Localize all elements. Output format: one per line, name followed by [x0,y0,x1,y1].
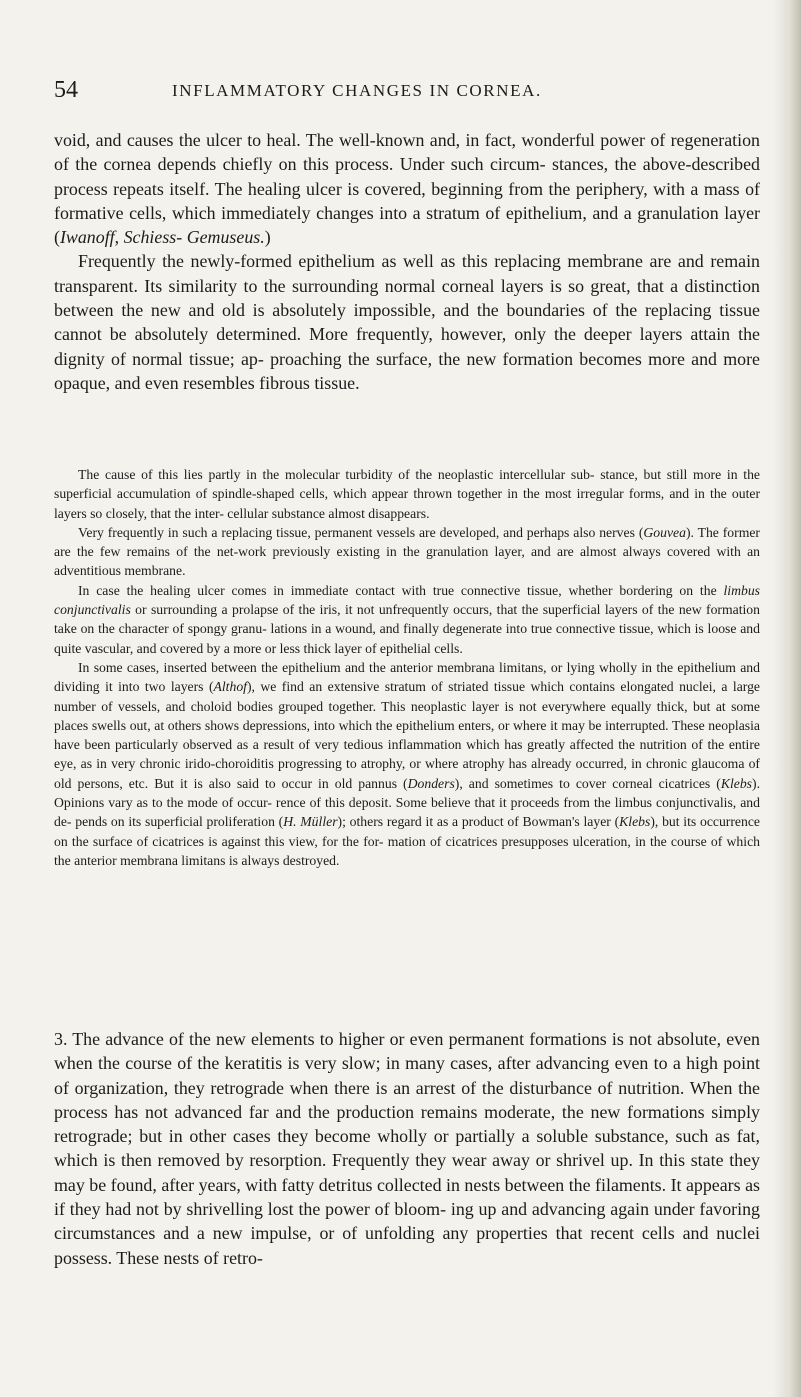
citation-althof: Althof [213,679,247,695]
citation-donders: Donders [407,775,455,791]
small-print-notes [54,465,760,870]
paragraph-1: void, and causes the ulcer to heal. The well-known and, in fact, wonderful power of regeneration of the cornea depends chiefly on this process. Under such circum- stances, the above-described process repeats itself. The healing ulcer is covered, beginning from the periphery, with a mass of formative cells, which immediately changes into a stratum of epithelium, and a granulation layer (Iwanoff, Schiess- Gemuseus.) [54,130,760,248]
note-2: Very frequently in such a replacing tissue, permanent vessels are developed, and perhaps also nerves (Gouvea). The former are the few remains of the net-work previously existing in the granulation layer, and are almost always covered with an adventitious membrane. [54,524,760,579]
running-head: INFLAMMATORY CHANGES IN CORNEA. [172,81,542,100]
citation-klebs-2: Klebs [619,814,651,830]
page-number: 54 [54,77,78,103]
paragraph-2: Frequently the newly-formed epithelium as well as this replacing membrane are and remain transparent. Its similarity to the surrounding normal corneal layers is so great, that a distinction between the new and old is absolutely impossible, and the boundaries of the replacing tissue cannot be absolutely determined. More frequently, however, only the deeper layers attain the dignity of normal tissue; ap- proaching the surface, the new formation becomes more and more opaque, and even resembles fibrous tissue. [54,251,760,393]
main-text-top [54,128,760,395]
citation-h-muller: H. Müller [283,814,338,830]
citation-iwanoff: Iwanoff [59,227,115,248]
main-text-bottom [54,1027,760,1270]
citation-gouvea: Gouvea [643,524,686,540]
page-header [54,76,760,104]
paragraph-3: 3. The advance of the new elements to higher or even permanent formations is not absolute, even when the course of the keratitis is very slow; in many cases, after advancing even to a high point of organization, they retrograde when there is an arrest of the disturbance of nutrition. When the process has not advanced far and the production remains moderate, the new formations simply retrograde; but in other cases they become wholly or partially a soluble substance, such as fat, which is then removed by resorption. Frequently they wear away or shrivel up. In this state they may be found, after years, with fatty detritus collected in nests between the filaments. It appears as if they had not by shrivelling lost the power of bloom- ing up and advancing again under favoring circumstances and a new impulse, or of unfolding any properties that recent cells and nuclei possess. These nests of retro- [54,1029,760,1268]
citation-schiess-gemuseus: Schiess- Gemuseus. [123,227,265,248]
note-3: In case the healing ulcer comes in immediate contact with true connective tissue, whether bordering on the limbus conjunctivalis or surrounding a prolapse of the iris, it not unfrequently occurs, that the superficial layers of the new formation take on the character of spongy granu- lations in a wound, and finally degenerate into true connective tissue, which is loose and quite vascular, and covered by a more or less thick layer of epithelial cells. [54,582,760,656]
citation-klebs-1: Klebs [720,775,753,791]
note-1: The cause of this lies partly in the molecular turbidity of the neoplastic intercellular sub- stance, but still more in the superficial accumulation of spindle-shaped cells, which appear thrown together in the most irregular forms, and in the outer layers so closely, that the inter- cellular substance almost disappears. [54,467,760,521]
term-limbus-conjunctivalis: limbus conjunctivalis [54,582,760,618]
note-4: In some cases, inserted between the epithelium and the anterior membrana limitans, or lying wholly in the epithelium and dividing it into two layers (Althof), we find an extensive stratum of striated tissue which contains elongated nuclei, a large number of vessels, and choloid bodies grouped together. This neoplastic layer is not everywhere equally thick, but at some places swells out, at others shows depressions, into which the epithelium enters, or where it may be interrupted. These neoplasia have been particularly observed as a result of very tedious inflammation which has greatly affected the nutrition of the entire eye, as in very chronic irido-choroiditis progressing to atrophy, or where atrophy has already occurred, in chronic glaucoma of old persons, etc. But it is also said to occur in old pannus (Donders), and sometimes to cover corneal cicatrices (Klebs). Opinions vary as to the mode of occur- rence of this deposit. Some believe that it proceeds from the limbus conjunctivalis, and de- pends on its superficial proliferation (H. Müller); others regard it as a product of Bowman's layer (Klebs), but its occurrence on the surface of cicatrices is against this view, for the for- mation of cicatrices presupposes ulceration, in the course of which the anterior membrana limitans is always destroyed. [54,659,760,868]
page-edge-shadow [773,0,801,1397]
